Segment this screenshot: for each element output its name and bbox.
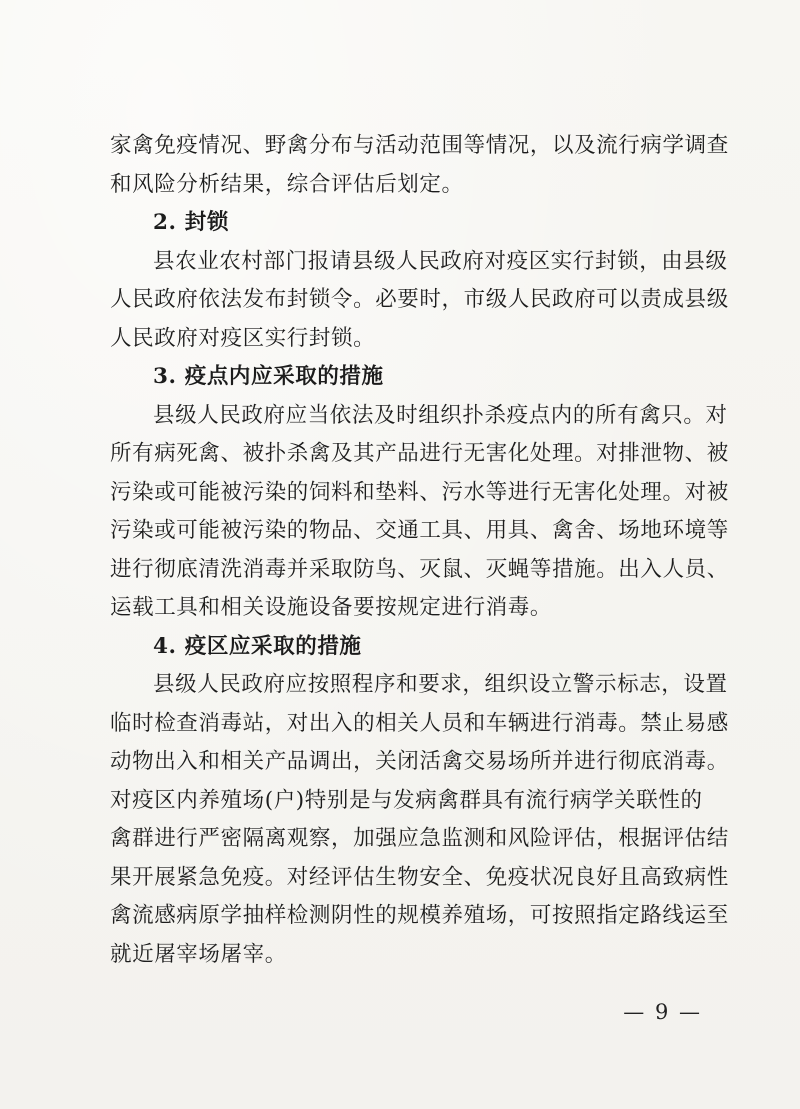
- body-line-5: 人民政府依法发布封锁令。必要时，市级人民政府可以责成县级: [110, 287, 729, 312]
- body-line-16: 临时检查消毒站，对出入的相关人员和车辆进行消毒。禁止易感: [110, 710, 729, 736]
- section-heading-epidemic-area: 4. 疫区应采取的措施: [153, 633, 362, 659]
- page-number: — 9 —: [623, 1000, 702, 1024]
- body-line-4: 县农业农村部门报请县级人民政府对疫区实行封锁，由县级: [153, 248, 728, 274]
- body-line-20: 果开展紧急免疫。对经评估生物安全、免疫状况良好且高致病性: [110, 864, 729, 890]
- section-heading-epidemic-point: 3. 疫点内应采取的措施: [153, 364, 384, 389]
- body-line-2: 和风险分析结果，综合评估后划定。: [110, 171, 464, 197]
- body-line-10: 污染或可能被污染的饲料和垫料、污水等进行无害化处理。对被: [110, 479, 729, 505]
- section-heading-blockade: 2. 封锁: [153, 210, 229, 235]
- body-line-18: 对疫区内养殖场(户)特别是与发病禽群具有流行病学关联性的: [110, 787, 703, 813]
- body-line-22: 就近屠宰场屠宰。: [110, 941, 287, 967]
- body-line-12: 进行彻底清洗消毒并采取防鸟、灭鼠、灭蝇等措施。出入人员、: [110, 556, 729, 582]
- body-line-9: 所有病死禽、被扑杀禽及其产品进行无害化处理。对排泄物、被: [110, 441, 729, 466]
- body-line-15: 县级人民政府应按照程序和要求，组织设立警示标志，设置: [153, 672, 728, 697]
- body-line-19: 禽群进行严密隔离观察，加强应急监测和风险评估，根据评估结: [110, 826, 729, 851]
- body-line-1: 家禽免疫情况、野禽分布与活动范围等情况，以及流行病学调查: [110, 133, 729, 158]
- body-line-8: 县级人民政府应当依法及时组织扑杀疫点内的所有禽只。对: [153, 402, 728, 428]
- body-line-11: 污染或可能被污染的物品、交通工具、用具、禽舍、场地环境等: [110, 518, 729, 543]
- body-line-13: 运载工具和相关设施设备要按规定进行消毒。: [110, 595, 553, 620]
- document-body: [110, 127, 729, 974]
- body-line-21: 禽流感病原学抽样检测阴性的规模养殖场，可按照指定路线运至: [110, 903, 729, 928]
- body-line-6: 人民政府对疫区实行封锁。: [110, 325, 376, 351]
- body-line-17: 动物出入和相关产品调出，关闭活禽交易场所并进行彻底消毒。: [110, 749, 729, 774]
